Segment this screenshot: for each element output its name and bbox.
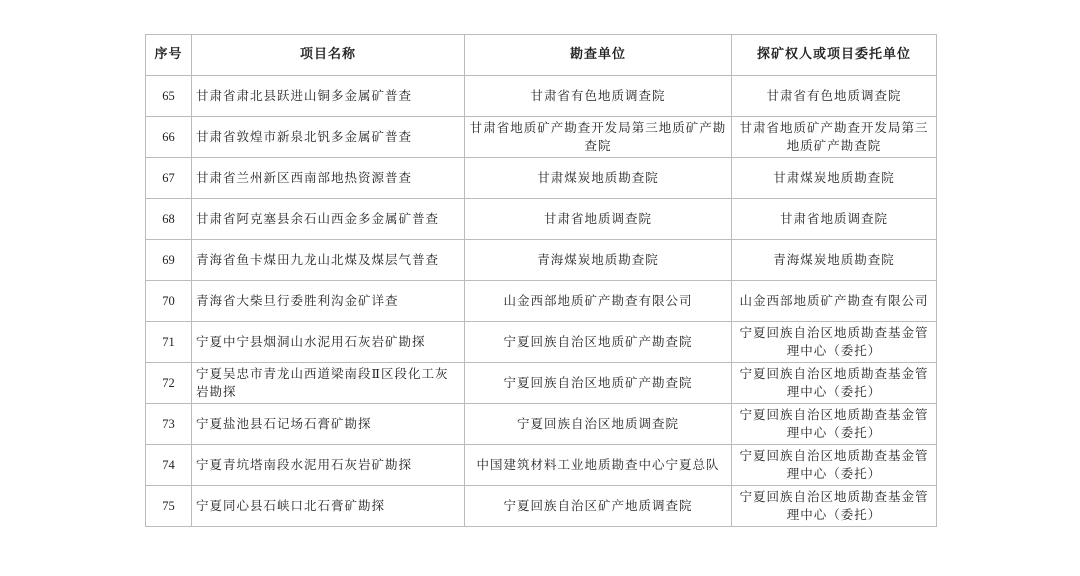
row-survey-unit: 宁夏回族自治区矿产地质调查院 [465, 486, 732, 527]
row-owner-unit: 甘肃煤炭地质勘查院 [732, 158, 937, 199]
row-project-name: 甘肃省阿克塞县余石山西金多金属矿普查 [192, 199, 465, 240]
row-serial-no: 71 [146, 322, 192, 363]
row-serial-no: 69 [146, 240, 192, 281]
row-project-name: 宁夏青坑塔南段水泥用石灰岩矿勘探 [192, 445, 465, 486]
row-owner-unit: 甘肃省地质调查院 [732, 199, 937, 240]
row-serial-no: 68 [146, 199, 192, 240]
row-owner-unit: 宁夏回族自治区地质勘查基金管理中心（委托） [732, 322, 937, 363]
row-survey-unit: 甘肃省地质矿产勘查开发局第三地质矿产勘查院 [465, 117, 732, 158]
row-survey-unit: 青海煤炭地质勘查院 [465, 240, 732, 281]
table-row [146, 404, 937, 445]
header-owner-unit: 探矿权人或项目委托单位 [732, 35, 937, 76]
row-serial-no: 73 [146, 404, 192, 445]
header-survey-unit: 勘查单位 [465, 35, 732, 76]
row-survey-unit: 山金西部地质矿产勘查有限公司 [465, 281, 732, 322]
row-serial-no: 65 [146, 76, 192, 117]
row-survey-unit: 甘肃省有色地质调查院 [465, 76, 732, 117]
table-row [146, 445, 937, 486]
row-owner-unit: 宁夏回族自治区地质勘查基金管理中心（委托） [732, 363, 937, 404]
table-row [146, 117, 937, 158]
table-row [146, 322, 937, 363]
row-serial-no: 74 [146, 445, 192, 486]
row-project-name: 青海省鱼卡煤田九龙山北煤及煤层气普查 [192, 240, 465, 281]
table-row [146, 158, 937, 199]
row-survey-unit: 宁夏回族自治区地质矿产勘查院 [465, 322, 732, 363]
row-survey-unit: 甘肃省地质调查院 [465, 199, 732, 240]
row-project-name: 宁夏同心县石峡口北石膏矿勘探 [192, 486, 465, 527]
table-row [146, 486, 937, 527]
row-project-name: 甘肃省肃北县跃进山铜多金属矿普查 [192, 76, 465, 117]
table-row [146, 363, 937, 404]
row-project-name: 宁夏吴忠市青龙山西道梁南段Ⅱ区段化工灰岩勘探 [192, 363, 465, 404]
row-project-name: 宁夏盐池县石记场石膏矿勘探 [192, 404, 465, 445]
row-owner-unit: 宁夏回族自治区地质勘查基金管理中心（委托） [732, 486, 937, 527]
row-serial-no: 75 [146, 486, 192, 527]
row-owner-unit: 甘肃省有色地质调查院 [732, 76, 937, 117]
row-project-name: 青海省大柴旦行委胜利沟金矿详查 [192, 281, 465, 322]
header-project-name: 项目名称 [192, 35, 465, 76]
row-serial-no: 72 [146, 363, 192, 404]
table-row [146, 281, 937, 322]
row-project-name: 甘肃省敦煌市新泉北钒多金属矿普查 [192, 117, 465, 158]
table-row [146, 240, 937, 281]
row-project-name: 甘肃省兰州新区西南部地热资源普查 [192, 158, 465, 199]
row-owner-unit: 山金西部地质矿产勘查有限公司 [732, 281, 937, 322]
table-row [146, 76, 937, 117]
row-survey-unit: 宁夏回族自治区地质矿产勘查院 [465, 363, 732, 404]
table-header-row [146, 35, 937, 76]
row-owner-unit: 青海煤炭地质勘查院 [732, 240, 937, 281]
survey-project-table [145, 34, 937, 527]
row-survey-unit: 宁夏回族自治区地质调查院 [465, 404, 732, 445]
header-serial-no: 序号 [146, 35, 192, 76]
row-owner-unit: 宁夏回族自治区地质勘查基金管理中心（委托） [732, 404, 937, 445]
row-survey-unit: 甘肃煤炭地质勘查院 [465, 158, 732, 199]
row-owner-unit: 甘肃省地质矿产勘查开发局第三地质矿产勘查院 [732, 117, 937, 158]
row-serial-no: 67 [146, 158, 192, 199]
row-serial-no: 66 [146, 117, 192, 158]
row-project-name: 宁夏中宁县烟洞山水泥用石灰岩矿勘探 [192, 322, 465, 363]
table-row [146, 199, 937, 240]
row-serial-no: 70 [146, 281, 192, 322]
row-owner-unit: 宁夏回族自治区地质勘查基金管理中心（委托） [732, 445, 937, 486]
row-survey-unit: 中国建筑材料工业地质勘查中心宁夏总队 [465, 445, 732, 486]
